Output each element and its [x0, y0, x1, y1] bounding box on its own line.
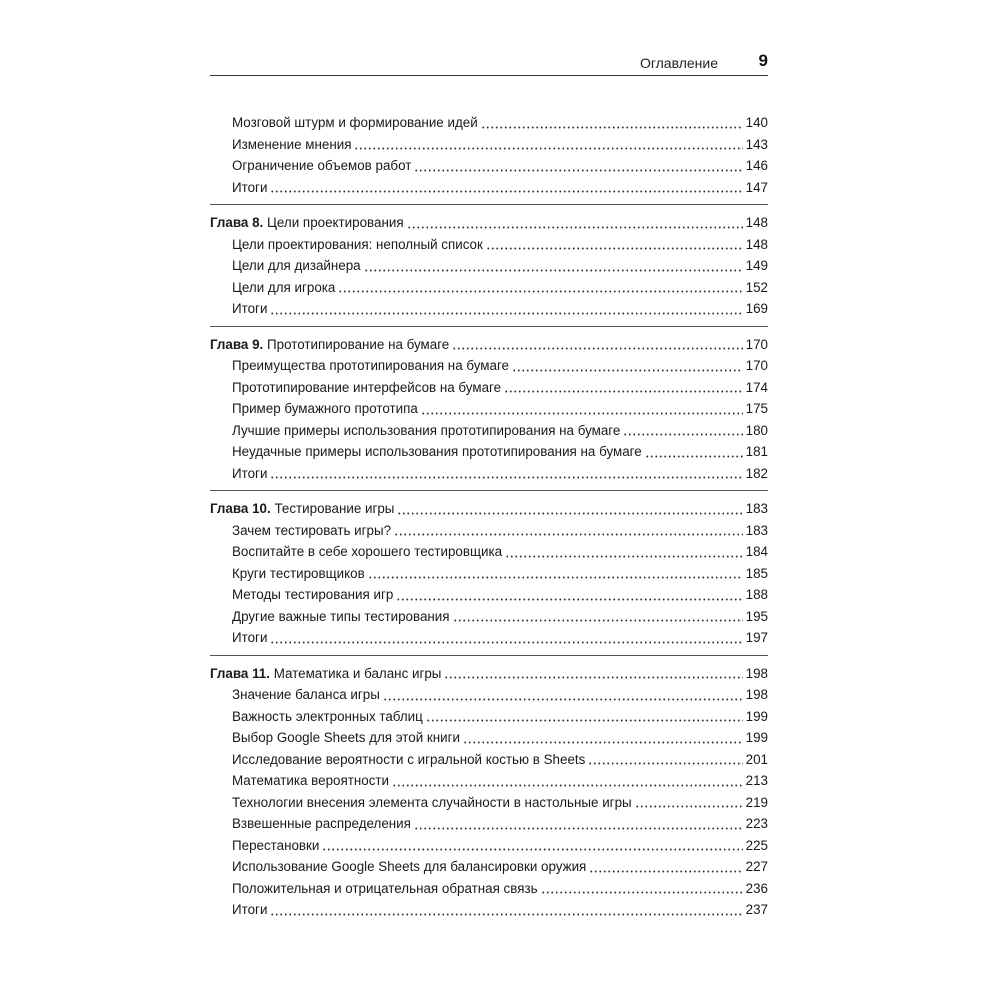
- dot-leader: [396, 590, 742, 601]
- toc-section-entry: [210, 878, 768, 900]
- dot-leader: [270, 633, 742, 644]
- dot-leader: [414, 161, 742, 172]
- section-page-number: 146: [745, 158, 768, 173]
- toc-section-entry: [210, 835, 768, 857]
- section-page-number: 199: [745, 730, 768, 745]
- section-title: Итоги: [232, 179, 268, 195]
- toc-group: [210, 334, 768, 492]
- toc-section-entry: [210, 684, 768, 706]
- section-title: Значение баланса игры: [232, 687, 380, 702]
- chapter-label: [210, 334, 449, 356]
- section-page-number: 149: [745, 258, 768, 273]
- dot-leader: [452, 339, 742, 350]
- section-page-number: 180: [745, 422, 768, 438]
- section-title: Воспитайте в себе хорошего тестировщика: [232, 544, 503, 559]
- toc-section-entry: [210, 899, 768, 921]
- dot-leader: [635, 797, 743, 808]
- section-title: Итоги: [232, 301, 268, 316]
- toc-group: [210, 112, 768, 205]
- dot-leader: [426, 711, 743, 722]
- toc-section-entry: [210, 541, 768, 563]
- chapter-title: Тестирование игры: [274, 501, 395, 516]
- toc-section-entry: [210, 255, 768, 277]
- dot-leader: [397, 504, 742, 515]
- chapter-prefix: Глава 10.: [210, 501, 271, 516]
- section-title: Другие важные типы тестирования: [232, 608, 450, 624]
- toc-chapter-entry: [210, 334, 768, 356]
- chapter-prefix: Глава 11.: [210, 665, 270, 681]
- toc-chapter-entry: [210, 498, 768, 520]
- dot-leader: [645, 447, 743, 458]
- section-title: Исследование вероятности с игральной костью в Sheets: [232, 751, 586, 767]
- section-page-number: 140: [745, 115, 768, 130]
- section-title: Технологии внесения элемента случайности в настольные игры: [232, 794, 632, 810]
- section-page-number: 174: [745, 379, 768, 395]
- section-title: Лучшие примеры использования прототипирования на бумаге: [232, 422, 621, 438]
- dot-leader: [270, 468, 742, 479]
- section-title: Круги тестировщиков: [232, 565, 365, 581]
- toc-section-entry: [210, 706, 768, 728]
- dot-leader: [407, 218, 743, 229]
- toc-section-entry: [210, 856, 768, 878]
- toc-chapter-entry: [210, 663, 768, 685]
- section-page-number: 185: [745, 565, 768, 581]
- dot-leader: [383, 690, 743, 701]
- section-page-number: 227: [745, 859, 768, 874]
- toc-section-entry: [210, 355, 768, 377]
- toc-section-entry: [210, 177, 768, 199]
- section-title: Положительная и отрицательная обратная связь: [232, 880, 538, 896]
- toc-section-entry: [210, 749, 768, 771]
- dot-leader: [354, 139, 742, 150]
- toc-section-entry: [210, 770, 768, 792]
- section-title: Использование Google Sheets для балансировки оружия: [232, 859, 587, 874]
- section-page-number: 197: [745, 630, 768, 645]
- toc-section-entry: [210, 727, 768, 749]
- dot-leader: [270, 304, 742, 315]
- table-of-contents: [210, 112, 768, 934]
- section-page-number: 143: [745, 136, 768, 152]
- toc-group: [210, 663, 768, 927]
- toc-section-entry: [210, 627, 768, 649]
- section-title: Изменение мнения: [232, 136, 352, 152]
- chapter-title: Прототипирование на бумаге: [267, 336, 450, 352]
- chapter-label: [210, 212, 404, 234]
- section-page-number: 219: [745, 794, 768, 810]
- toc-section-entry: [210, 277, 768, 299]
- section-title: Итоги: [232, 630, 268, 645]
- section-page-number: 213: [745, 773, 768, 788]
- toc-section-entry: [210, 420, 768, 442]
- dot-leader: [421, 404, 743, 415]
- section-page-number: 182: [745, 465, 768, 481]
- section-page-number: 237: [745, 902, 768, 917]
- toc-section-entry: [210, 398, 768, 420]
- section-page-number: 195: [745, 608, 768, 624]
- section-page-number: 188: [745, 587, 768, 602]
- toc-section-entry: [210, 463, 768, 485]
- section-title: Цели проектирования: неполный список: [232, 236, 483, 252]
- section-page-number: 175: [745, 401, 768, 416]
- section-page-number: 225: [745, 837, 768, 853]
- section-title: Важность электронных таблиц: [232, 708, 423, 724]
- dot-leader: [270, 905, 742, 916]
- header-rule: [210, 75, 768, 76]
- dot-leader: [338, 282, 742, 293]
- toc-section-entry: [210, 792, 768, 814]
- dot-leader: [486, 239, 743, 250]
- toc-chapter-entry: [210, 212, 768, 234]
- chapter-page-number: 198: [745, 665, 768, 681]
- section-title: Преимущества прототипирования на бумаге: [232, 358, 509, 373]
- section-page-number: 184: [745, 544, 768, 559]
- toc-group: [210, 498, 768, 656]
- section-title: Цели для игрока: [232, 279, 336, 295]
- chapter-label: [210, 663, 441, 685]
- section-page-number: 169: [745, 301, 768, 316]
- chapter-label: [210, 498, 394, 520]
- toc-section-entry: [210, 155, 768, 177]
- section-title: Методы тестирования игр: [232, 587, 394, 602]
- section-title: Прототипирование интерфейсов на бумаге: [232, 379, 502, 395]
- dot-leader: [322, 840, 742, 851]
- toc-section-entry: [210, 112, 768, 134]
- dot-leader: [364, 261, 743, 272]
- section-title: Итоги: [232, 465, 268, 481]
- dot-leader: [589, 862, 742, 873]
- section-title: Ограничение объемов работ: [232, 158, 412, 173]
- section-page-number: 170: [745, 358, 768, 373]
- dot-leader: [504, 382, 743, 393]
- section-title: Выбор Google Sheets для этой книги: [232, 730, 461, 745]
- running-header: [210, 50, 768, 72]
- section-page-number: 201: [745, 751, 768, 767]
- toc-section-entry: [210, 813, 768, 835]
- section-title: Пример бумажного прототипа: [232, 401, 418, 416]
- toc-section-entry: [210, 563, 768, 585]
- section-title: Цели для дизайнера: [232, 258, 361, 273]
- toc-section-entry: [210, 234, 768, 256]
- dot-leader: [368, 568, 743, 579]
- section-page-number: 183: [745, 522, 768, 538]
- chapter-title: Цели проектирования: [267, 215, 404, 230]
- toc-section-entry: [210, 298, 768, 320]
- section-title: Перестановки: [232, 837, 320, 853]
- section-page-number: 199: [745, 708, 768, 724]
- dot-leader: [414, 819, 743, 830]
- dot-leader: [394, 525, 743, 536]
- dot-leader: [623, 425, 742, 436]
- chapter-page-number: 170: [745, 336, 768, 352]
- chapter-page-number: 183: [745, 501, 768, 516]
- section-page-number: 147: [745, 179, 768, 195]
- section-page-number: 152: [745, 279, 768, 295]
- section-page-number: 236: [745, 880, 768, 896]
- toc-section-entry: [210, 134, 768, 156]
- section-title: Мозговой штурм и формирование идей: [232, 115, 478, 130]
- section-page-number: 181: [745, 444, 768, 459]
- section-title: Зачем тестировать игры?: [232, 522, 392, 538]
- dot-leader: [453, 611, 743, 622]
- dot-leader: [588, 754, 742, 765]
- toc-section-entry: [210, 441, 768, 463]
- section-title: Неудачные примеры использования прототипирования на бумаге: [232, 444, 642, 459]
- dot-leader: [541, 883, 743, 894]
- toc-group: [210, 212, 768, 327]
- section-title: Итоги: [232, 902, 268, 917]
- section-title: Математика вероятности: [232, 773, 390, 788]
- toc-section-entry: [210, 584, 768, 606]
- toc-section-entry: [210, 377, 768, 399]
- section-page-number: 223: [745, 816, 768, 831]
- chapter-prefix: Глава 9.: [210, 336, 264, 352]
- dot-leader: [481, 118, 743, 129]
- chapter-prefix: Глава 8.: [210, 215, 264, 230]
- dot-leader: [512, 361, 743, 372]
- toc-section-entry: [210, 606, 768, 628]
- page-number: 9: [758, 51, 768, 70]
- section-page-number: 148: [745, 236, 768, 252]
- section-page-number: 198: [745, 687, 768, 702]
- dot-leader: [392, 776, 743, 787]
- section-title: Взвешенные распределения: [232, 816, 411, 831]
- chapter-page-number: 148: [745, 215, 768, 230]
- dot-leader: [270, 182, 742, 193]
- dot-leader: [505, 547, 743, 558]
- running-title: Оглавление: [639, 55, 718, 71]
- toc-section-entry: [210, 520, 768, 542]
- dot-leader: [444, 668, 742, 679]
- chapter-title: Математика и баланс игры: [273, 665, 442, 681]
- dot-leader: [463, 733, 743, 744]
